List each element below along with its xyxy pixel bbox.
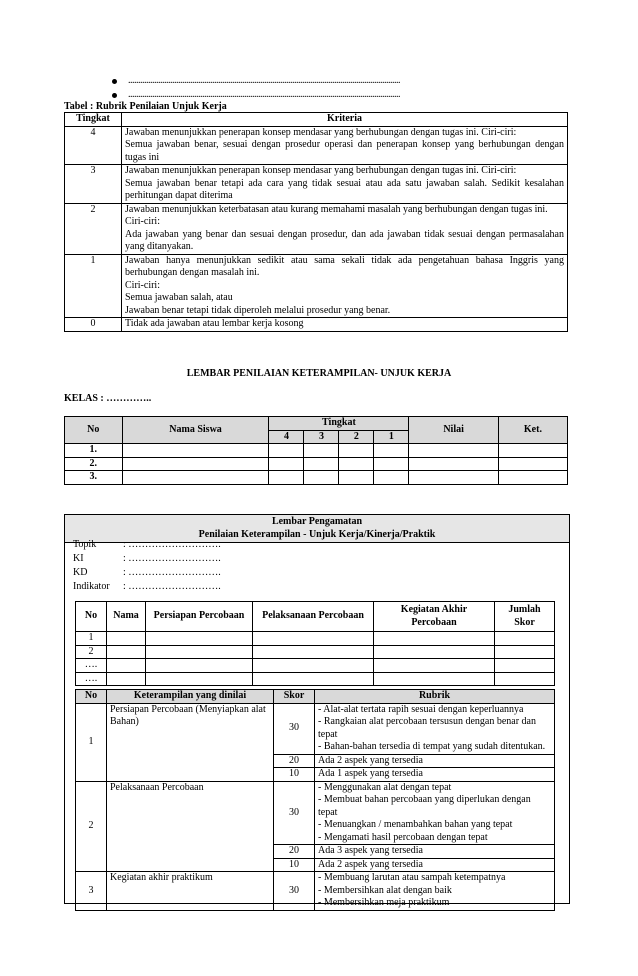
header-kegiatan: Kegiatan Akhir Percobaan (374, 602, 495, 632)
header-jumlah-skor: Jumlah Skor (495, 602, 555, 632)
header-nama-siswa: Nama Siswa (122, 417, 269, 444)
rubrik-item: - Menggunakan alat dengan tepat (318, 781, 452, 793)
criteria-line: Semua jawaban benar, sesuai dengan prosedur operasi dan penerapan konsep yang berhubungan dengan tugas ini (125, 139, 564, 163)
penilaian-table (64, 416, 568, 485)
lembar-pengamatan-box (64, 514, 570, 908)
header-kriteria: Kriteria (122, 113, 568, 127)
rubrik-criteria (122, 126, 568, 165)
criteria-line: Ada jawaban yang benar dan sesuai dengan prosedur, dan ada jawaban tidak sesuai dengan permasalahan yang ditanyakan. (125, 228, 564, 252)
header-no: No (76, 602, 107, 632)
rubrik-item: - Mengamati hasil percobaan dengan tepat (318, 831, 488, 843)
rubrik-row (65, 165, 568, 204)
header-keterampilan: Keterampilan yang dinilai (107, 690, 274, 704)
rubrik-row (65, 126, 568, 165)
criteria-line: Jawaban hanya menunjukkan sedikit atau sama sekali tidak ada pengetahuan bahasa Inggris yang berhubungan dengan masalah ini. (125, 254, 564, 278)
pengamatan-subtitle: Penilaian Keterampilan - Unjuk Kerja/Kinerja/Praktik (198, 528, 436, 540)
rubrik-table (64, 112, 568, 332)
header-pelaksanaan: Pelaksanaan Percobaan (253, 602, 374, 632)
skill-score: 10 (274, 768, 315, 782)
skill-row (76, 781, 555, 845)
header-tingkat: Tingkat (269, 417, 409, 431)
info-row: Indikator : ………………………. (73, 581, 221, 592)
skill-name: Kegiatan akhir praktikum (107, 872, 274, 911)
pengamatan-table (75, 601, 555, 686)
criteria-line: Tidak ada jawaban atau lembar kerja kosong (125, 318, 304, 329)
header-nama: Nama (107, 602, 146, 632)
info-row: KI : ………………………. (73, 553, 221, 564)
skill-rubrik: Ada 2 aspek yang tersedia (315, 754, 555, 768)
skill-rubrik (315, 703, 555, 754)
rubrik-criteria (122, 254, 568, 318)
skill-score: 10 (274, 858, 315, 872)
criteria-line: Jawaban menunjukkan keterbatasan atau kurang memahami masalah yang berhubungan dengan tugas ini. (125, 203, 548, 215)
header-nilai: Nilai (409, 417, 499, 444)
rubrik-criteria (122, 318, 568, 332)
rubrik-level: 3 (65, 165, 122, 204)
bullet-icon (112, 79, 117, 84)
info-row: KD : ………………………. (73, 567, 221, 578)
table-row: 1 (76, 632, 555, 646)
rubrik-level: 1 (65, 254, 122, 318)
criteria-line: Jawaban benar tetapi tidak diperoleh melalui prosedur yang benar. (125, 304, 391, 316)
header-level-1: 1 (374, 430, 409, 444)
skill-no: 1 (76, 703, 107, 781)
skill-score: 30 (274, 872, 315, 911)
header-no: No (65, 417, 123, 444)
skill-score: 30 (274, 781, 315, 845)
skill-no: 2 (76, 781, 107, 872)
bullet-list (112, 74, 532, 102)
criteria-line: Semua jawaban salah, atau (125, 292, 233, 303)
skill-rubrik: Ada 2 aspek yang tersedia (315, 858, 555, 872)
skill-score: 20 (274, 754, 315, 768)
rubrik-item: - Membersihkan alat dengan baik (318, 884, 452, 896)
skill-name: Persiapan Percobaan (Menyiapkan alat Bahan) (107, 703, 274, 781)
rubrik-level: 2 (65, 203, 122, 254)
rubrik-level: 0 (65, 318, 122, 332)
table-row: …. (76, 659, 555, 673)
rubrik-header-row (65, 113, 568, 127)
header-level-2: 2 (339, 430, 374, 444)
rubrik-item: - Membuat bahan percobaan yang diperlukan dengan tepat (318, 794, 531, 818)
header-ket: Ket. (498, 417, 567, 444)
criteria-line: Ciri-ciri: (125, 216, 160, 227)
rubrik-row (65, 254, 568, 318)
skill-no: 3 (76, 872, 107, 911)
pengamatan-title: Lembar Pengamatan (271, 516, 363, 527)
skill-rubrik: Ada 3 aspek yang tersedia (315, 845, 555, 859)
header-rubrik: Rubrik (315, 690, 555, 704)
rubrik-caption: Tabel : Rubrik Penilaian Unjuk Kerja (64, 101, 227, 112)
header-level-3: 3 (304, 430, 339, 444)
rubrik-item: - Rangkaian alat percobaan tersusun dengan benar dan tepat (318, 716, 536, 740)
skill-score: 30 (274, 703, 315, 754)
header-no: No (76, 690, 107, 704)
criteria-line: Jawaban menunjukkan penerapan konsep mendasar yang berhubungan dengan tugas ini. Ciri-ciri: (125, 165, 517, 176)
table-row: …. (76, 672, 555, 686)
info-row: Topik : ………………………. (73, 539, 221, 550)
table-row: 3. (65, 471, 568, 485)
rubrik-item: - Membuang larutan atau sampah ketempatnya (318, 872, 506, 883)
criteria-line: Semua jawaban benar tetapi ada cara yang tidak sesuai atau ada satu jawaban salah. Sedikit kesalahan perhitungan dapat diterima (125, 177, 564, 201)
rubrik-criteria (122, 203, 568, 254)
rubrik-item: - Membersihkan meja praktikum (318, 897, 450, 908)
criteria-line: Ciri-ciri: (125, 279, 160, 291)
header-tingkat: Tingkat (65, 113, 122, 127)
bullet-item: ........................................................................................................................................ (112, 88, 532, 102)
rubrik-item: - Menuangkan / menambahkan bahan yang tepat (318, 819, 513, 830)
skill-rubrik (315, 872, 555, 911)
skill-rubrik (315, 781, 555, 845)
bullet-item: ........................................................................................................................................ (112, 74, 532, 88)
bullet-icon (112, 93, 117, 98)
skill-score: 20 (274, 845, 315, 859)
criteria-line: Jawaban menunjukkan penerapan konsep mendasar yang berhubungan dengan tugas ini. Ciri-ciri: (125, 126, 517, 138)
table-row: 1. (65, 444, 568, 458)
keterampilan-table (75, 689, 555, 911)
header-skor: Skor (274, 690, 315, 704)
kelas-label: KELAS : ………….. (64, 393, 152, 404)
skill-rubrik: Ada 1 aspek yang tersedia (315, 768, 555, 782)
rubrik-criteria (122, 165, 568, 204)
rubrik-item: - Bahan-bahan tersedia di tempat yang sudah ditentukan. (318, 741, 546, 752)
lembar-title: LEMBAR PENILAIAN KETERAMPILAN- UNJUK KERJA (186, 368, 452, 379)
skill-name: Pelaksanaan Percobaan (107, 781, 274, 872)
rubrik-row (65, 318, 568, 332)
skill-row (76, 703, 555, 754)
skill-row (76, 872, 555, 911)
rubrik-level: 4 (65, 126, 122, 165)
table-row: 2 (76, 645, 555, 659)
rubrik-item: - Alat-alat tertata rapih sesuai dengan keperluannya (318, 703, 524, 715)
header-level-4: 4 (269, 430, 304, 444)
table-row: 2. (65, 457, 568, 471)
info-block (73, 539, 221, 595)
header-persiapan: Persiapan Percobaan (146, 602, 253, 632)
rubrik-row (65, 203, 568, 254)
